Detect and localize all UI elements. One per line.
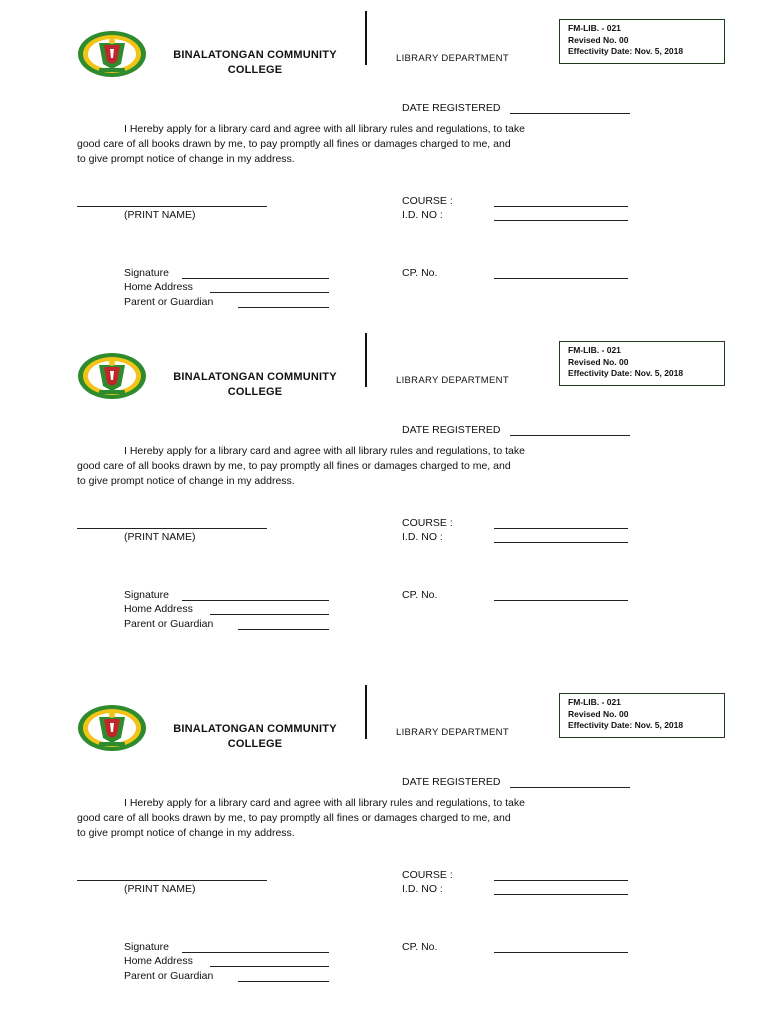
id-no-label: I.D. NO : [402,883,443,895]
department-label: LIBRARY DEPARTMENT [396,375,509,386]
parent-guardian-label: Parent or Guardian [124,296,214,308]
course-field[interactable] [494,528,628,529]
effectivity-date: Effectivity Date: Nov. 5, 2018 [568,46,684,56]
cp-no-label: CP. No. [402,589,438,601]
form-info-box [559,693,725,738]
signature-field[interactable] [182,952,329,953]
cp-no-field[interactable] [494,278,628,279]
revision-number: Revised No. 00 [568,356,629,367]
paragraph-line-2: good care of all books drawn by me, to pay promptly all fines or damages charged to me, and [77,812,511,824]
home-address-field[interactable] [210,966,329,967]
effectivity-date: Effectivity Date: Nov. 5, 2018 [568,368,684,378]
cp-no-field[interactable] [494,952,628,953]
department-label: LIBRARY DEPARTMENT [396,727,509,738]
parent-guardian-field[interactable] [238,307,329,308]
home-address-label: Home Address [124,603,193,615]
paragraph-line-2: good care of all books drawn by me, to pay promptly all fines or damages charged to me, and [77,138,511,150]
cp-no-field[interactable] [494,600,628,601]
home-address-label: Home Address [124,281,193,293]
school-name-line2: COLLEGE [227,64,283,76]
school-name-line1: BINALATONGAN COMMUNITY [173,49,337,61]
home-address-field[interactable] [210,292,329,293]
date-registered-label: DATE REGISTERED [402,776,501,788]
college-seal-logo [77,704,147,752]
form-code: FM-LIB. - 021 [568,345,621,355]
print-name-label: (PRINT NAME) [124,883,196,895]
print-name-field[interactable] [77,206,267,207]
id-no-label: I.D. NO : [402,531,443,543]
print-name-label: (PRINT NAME) [124,531,196,543]
department-label: LIBRARY DEPARTMENT [396,53,509,64]
header-divider [365,11,367,65]
date-registered-field[interactable] [510,435,630,436]
paragraph-line-3: to give prompt notice of change in my address. [77,475,295,487]
signature-field[interactable] [182,278,329,279]
id-no-label: I.D. NO : [402,209,443,221]
effectivity-date: Effectivity Date: Nov. 5, 2018 [568,720,684,730]
form-code: FM-LIB. - 021 [568,697,621,707]
agreement-paragraph [77,796,637,841]
home-address-label: Home Address [124,955,193,967]
date-registered-label: DATE REGISTERED [402,102,501,114]
paragraph-line-1: I Hereby apply for a library card and agree with all library rules and regulations, to take [124,797,525,809]
course-label: COURSE : [402,517,453,529]
course-field[interactable] [494,206,628,207]
paragraph-line-3: to give prompt notice of change in my address. [77,827,295,839]
card-1 [0,0,768,330]
print-name-field[interactable] [77,528,267,529]
header-divider [365,685,367,739]
header-divider [365,333,367,387]
college-seal-logo [77,352,147,400]
form-info-box [559,341,725,386]
agreement-paragraph [77,122,637,167]
paragraph-line-3: to give prompt notice of change in my address. [77,153,295,165]
school-name [160,722,350,752]
id-no-field[interactable] [494,542,628,543]
home-address-field[interactable] [210,614,329,615]
signature-field[interactable] [182,600,329,601]
date-registered-label: DATE REGISTERED [402,424,501,436]
course-field[interactable] [494,880,628,881]
school-name-line1: BINALATONGAN COMMUNITY [173,371,337,383]
cp-no-label: CP. No. [402,941,438,953]
course-label: COURSE : [402,869,453,881]
school-name [160,48,350,78]
signature-label: Signature [124,589,169,601]
print-name-label: (PRINT NAME) [124,209,196,221]
paragraph-line-2: good care of all books drawn by me, to pay promptly all fines or damages charged to me, and [77,460,511,472]
signature-label: Signature [124,267,169,279]
cp-no-label: CP. No. [402,267,438,279]
revision-number: Revised No. 00 [568,708,629,719]
school-name-line2: COLLEGE [227,386,283,398]
revision-number: Revised No. 00 [568,34,629,45]
signature-label: Signature [124,941,169,953]
college-seal-logo [77,30,147,78]
school-name-line2: COLLEGE [227,738,283,750]
parent-guardian-field[interactable] [238,981,329,982]
paragraph-line-1: I Hereby apply for a library card and agree with all library rules and regulations, to take [124,445,525,457]
card-3 [0,674,768,1004]
parent-guardian-label: Parent or Guardian [124,970,214,982]
card-2 [0,322,768,652]
school-name [160,370,350,400]
school-name-line1: BINALATONGAN COMMUNITY [173,723,337,735]
course-label: COURSE : [402,195,453,207]
form-info-box [559,19,725,64]
date-registered-field[interactable] [510,787,630,788]
id-no-field[interactable] [494,894,628,895]
paragraph-line-1: I Hereby apply for a library card and agree with all library rules and regulations, to take [124,123,525,135]
print-name-field[interactable] [77,880,267,881]
parent-guardian-label: Parent or Guardian [124,618,214,630]
parent-guardian-field[interactable] [238,629,329,630]
agreement-paragraph [77,444,637,489]
date-registered-field[interactable] [510,113,630,114]
form-code: FM-LIB. - 021 [568,23,621,33]
id-no-field[interactable] [494,220,628,221]
